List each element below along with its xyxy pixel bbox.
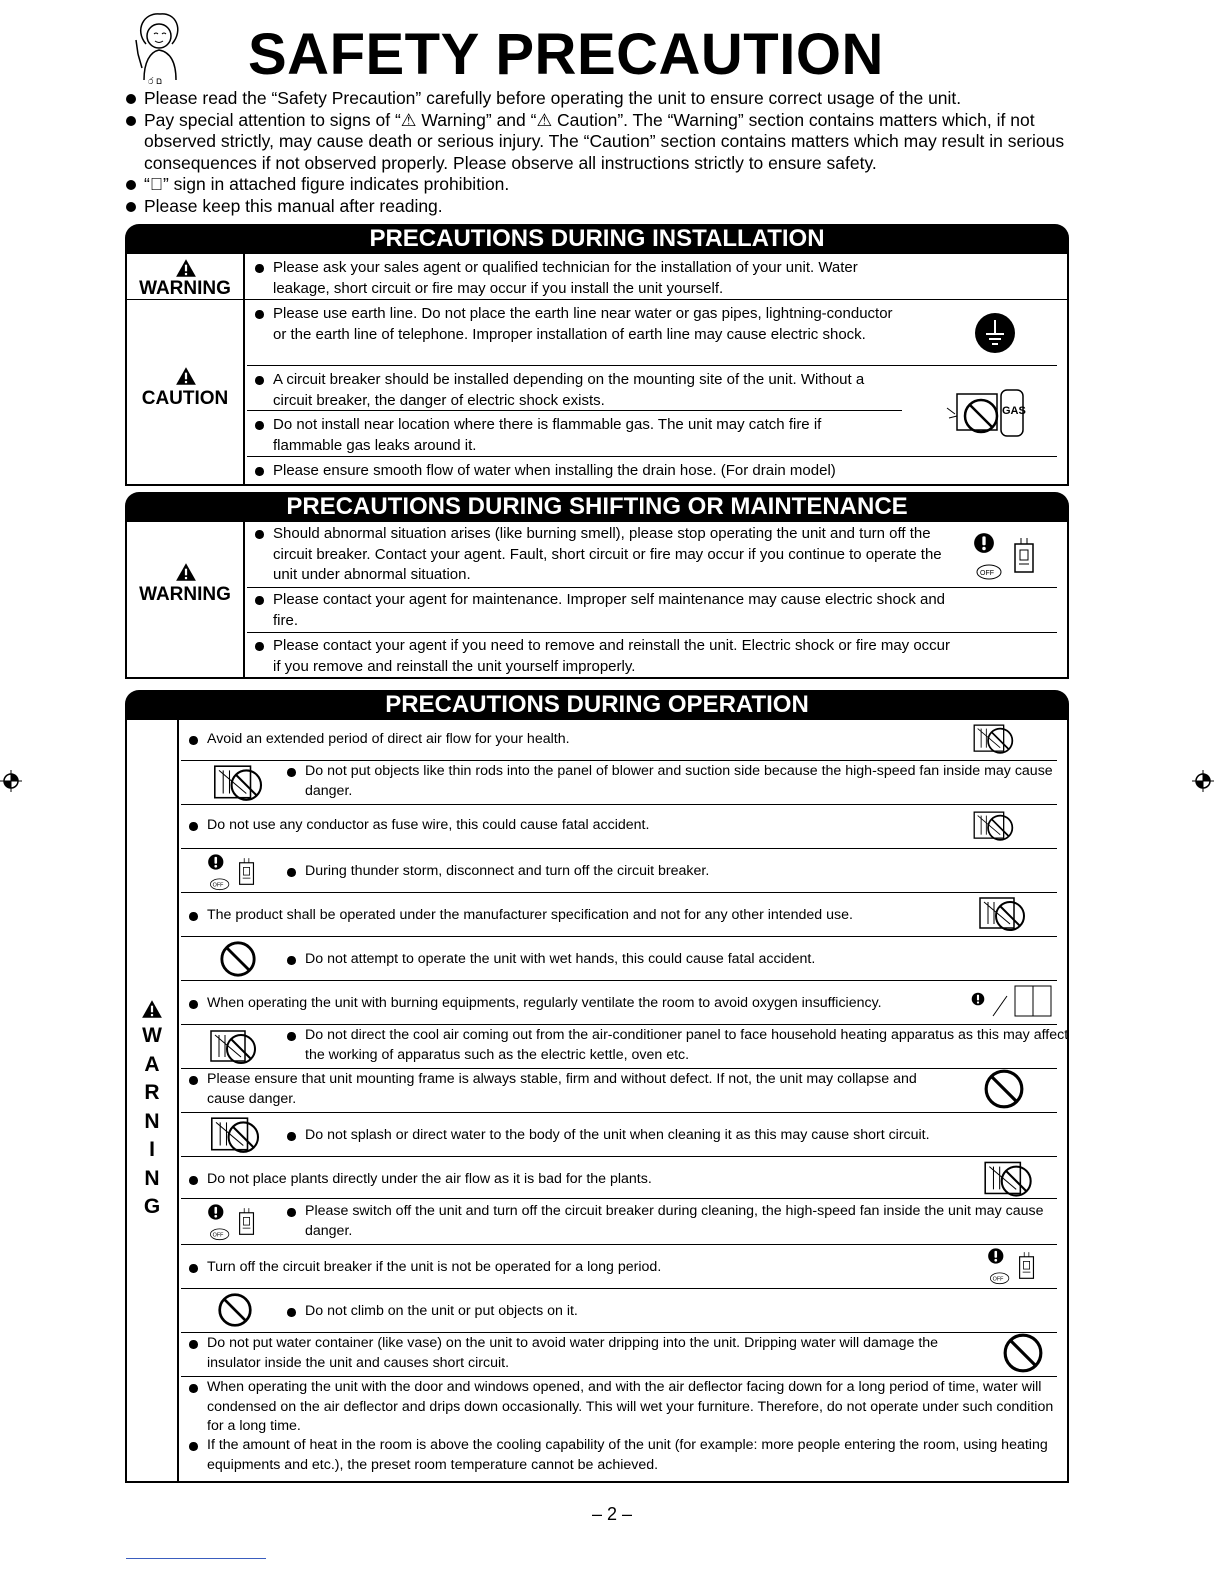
earth-ground-icon bbox=[974, 312, 1016, 354]
no-direct-airflow-icon bbox=[969, 720, 1021, 758]
caution-label: CAUTION bbox=[141, 388, 229, 409]
operation-item: When operating the unit with burning equipments, regularly ventilate the room to avoid oxygen insufficiency. bbox=[189, 994, 967, 1014]
intro-item: Please read the “Safety Precaution” carefully before operating the unit to ensure correct usage of the unit. bbox=[126, 88, 1076, 110]
shifting-item: Please contact your agent for maintenance. Improper self maintenance may cause electric shock and fire. bbox=[255, 590, 953, 631]
shifting-header: PRECAUTIONS DURING SHIFTING OR MAINTENANCE bbox=[125, 492, 1069, 522]
intro-list bbox=[126, 88, 1076, 217]
svg-text:OFF: OFF bbox=[992, 1276, 1004, 1283]
warning-triangle-icon bbox=[175, 366, 197, 386]
no-heating-apparatus-icon bbox=[205, 1026, 265, 1068]
installation-caution-item: Please ensure smooth flow of water when installing the drain hose. (For drain model) bbox=[255, 461, 1073, 482]
no-rods-icon bbox=[205, 762, 275, 804]
warning-vertical-label: W A R N I N G bbox=[142, 1024, 162, 1218]
no-conductor-fuse-icon bbox=[969, 806, 1021, 846]
no-water-splash-icon bbox=[199, 1114, 275, 1156]
svg-text:OFF: OFF bbox=[212, 1232, 224, 1239]
shifting-item: Should abnormal situation arises (like burning smell), please stop operating the unit and turn off the circuit breaker. Contact your agent. Fault, short circuit or fire may occur if you continue to operate the unit under abnormal situation. bbox=[255, 524, 953, 586]
shifting-section bbox=[125, 493, 1069, 679]
circuit-breaker-off-icon bbox=[973, 530, 1045, 582]
intro-item: Please keep this manual after reading. bbox=[126, 196, 1076, 218]
installation-section bbox=[125, 225, 1069, 486]
warning-triangle-icon bbox=[175, 258, 197, 278]
operation-item: When operating the unit with the door and windows opened, and with the air deflector facing down for a long period of time, water will condensed on the air deflector and drips down occasionally. This will wet your furniture. Therefore, do not operate under such condition for a long time. bbox=[189, 1378, 1057, 1437]
warning-triangle-icon bbox=[141, 998, 163, 1020]
no-wet-hands-icon bbox=[217, 940, 259, 978]
shifting-item: Please contact your agent if you need to remove and reinstall the unit. Electric shock or fire may occur if you remove and reinstall the unit yourself improperly. bbox=[255, 636, 953, 677]
ventilate-room-icon bbox=[969, 984, 1057, 1022]
page-number: – 2 – bbox=[591, 1504, 633, 1524]
operation-item: Please ensure that unit mounting frame is always stable, firm and without defect. If not, the unit may collapse and cause danger. bbox=[189, 1070, 947, 1109]
circuit-breaker-off-icon bbox=[987, 1246, 1043, 1286]
operation-item: Turn off the circuit breaker if the unit is not be operated for a long period. bbox=[189, 1258, 967, 1278]
circuit-breaker-off-icon bbox=[207, 852, 263, 892]
intended-use-icon bbox=[969, 894, 1039, 934]
operation-item: Do not use any conductor as fuse wire, this could cause fatal accident. bbox=[189, 816, 967, 836]
stable-frame-icon bbox=[969, 1068, 1039, 1110]
svg-text:ර ם: ර ם bbox=[148, 76, 163, 86]
operation-item: Do not splash or direct water to the body of the unit when cleaning it as this may cause short circuit. bbox=[287, 1126, 1075, 1146]
instructor-lady-icon bbox=[124, 10, 194, 86]
no-climbing-icon bbox=[217, 1290, 253, 1330]
flammable-gas-prohibited-icon bbox=[945, 378, 1031, 448]
svg-text:OFF: OFF bbox=[212, 882, 224, 889]
installation-warning-item: Please ask your sales agent or qualified technician for the installation of your unit. Water leakage, short circuit or fire may occur if you install the unit yourself. bbox=[255, 258, 893, 299]
svg-text:OFF: OFF bbox=[980, 570, 994, 577]
operation-item: Please switch off the unit and turn off the circuit breaker during cleaning, the high-speed fan inside the unit may cause danger. bbox=[287, 1202, 1075, 1241]
installation-header: PRECAUTIONS DURING INSTALLATION bbox=[125, 224, 1069, 254]
svg-text:GAS: GAS bbox=[1002, 405, 1026, 417]
operation-item: During thunder storm, disconnect and turn off the circuit breaker. bbox=[287, 862, 1075, 882]
operation-item: Do not direct the cool air coming out from the air-conditioner panel to face household heating apparatus as this may affect the working of apparatus such as the electric kettle, oven etc. bbox=[287, 1026, 1075, 1065]
operation-item: Do not put water container (like vase) on the unit to avoid water dripping into the unit. Dripping water will damage the insulator inside the unit and causes short circuit. bbox=[189, 1334, 967, 1373]
warning-triangle-icon bbox=[175, 562, 197, 582]
page-title: SAFETY PRECAUTION bbox=[248, 22, 884, 87]
operation-item: Do not place plants directly under the air flow as it is bad for the plants. bbox=[189, 1170, 967, 1190]
operation-header: PRECAUTIONS DURING OPERATION bbox=[125, 690, 1069, 720]
operation-item: Do not put objects like thin rods into the panel of blower and suction side because the high-speed fan inside may cause danger. bbox=[287, 762, 1075, 801]
warning-label: WARNING bbox=[139, 584, 231, 605]
footer-rule bbox=[126, 1558, 266, 1559]
registration-mark-icon bbox=[0, 770, 22, 792]
operation-item: Do not climb on the unit or put objects on it. bbox=[287, 1302, 1075, 1322]
installation-caution-item: Do not install near location where there is flammable gas. The unit may catch fire if flammable gas leaks around it. bbox=[255, 415, 893, 456]
no-vase-icon bbox=[1001, 1332, 1045, 1374]
operation-item: Avoid an extended period of direct air flow for your health. bbox=[189, 730, 967, 750]
installation-caution-item: A circuit breaker should be installed depending on the mounting site of the unit. Without a circuit breaker, the danger of electric shock exists. bbox=[255, 370, 893, 411]
circuit-breaker-off-icon bbox=[207, 1202, 263, 1242]
intro-item: “⃠” sign in attached figure indicates prohibition. bbox=[126, 174, 1076, 196]
operation-item: The product shall be operated under the manufacturer specification and not for any other intended use. bbox=[189, 906, 967, 926]
installation-caution-item: Please use earth line. Do not place the earth line near water or gas pipes, lightning-conductor or the earth line of telephone. Improper installation of earth line may cause electric shock. bbox=[255, 304, 893, 345]
warning-label: WARNING bbox=[139, 278, 231, 299]
operation-item: Do not attempt to operate the unit with wet hands, this could cause fatal accident. bbox=[287, 950, 1075, 970]
operation-item: If the amount of heat in the room is above the cooling capability of the unit (for example: more people entering the room, using heating equipments and etc.), the preset room temperature cannot be achieved. bbox=[189, 1436, 1057, 1475]
registration-mark-icon bbox=[1192, 770, 1214, 792]
no-plants-icon bbox=[979, 1158, 1041, 1200]
intro-item: Pay special attention to signs of “⚠ Warning” and “⚠ Caution”. The “Warning” section contains matters which, if not observed strictly, may cause death or serious injury. The “Caution” section contains matters which may result in serious consequences if not observed properly. Please observe all instructions strictly to ensure safety. bbox=[126, 110, 1076, 175]
operation-section bbox=[125, 691, 1069, 1483]
